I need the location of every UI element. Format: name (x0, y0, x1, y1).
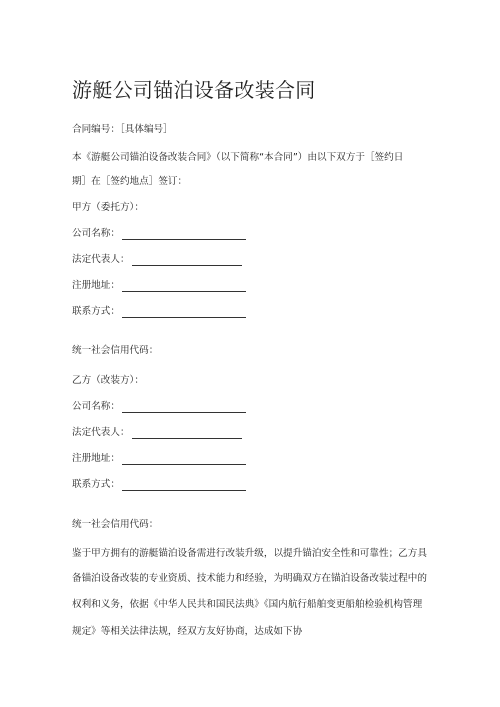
party-a-address-label: 注册地址： (72, 280, 120, 291)
party-a-rep-label: 法定代表人： (72, 254, 130, 265)
party-a-address-field (72, 279, 246, 292)
party-a-company-label: 公司名称： (72, 228, 120, 239)
party-b-contact-blank (122, 481, 246, 491)
party-b-rep-blank (132, 429, 242, 439)
party-a-contact-blank (122, 308, 246, 318)
party-a-company-blank (122, 230, 246, 240)
party-a-credit-code: 统一社会信用代码： (72, 345, 159, 356)
party-b-rep-field (72, 426, 242, 439)
party-b-contact-label: 联系方式： (72, 479, 120, 490)
intro-line-2: 期］在［签约地点］签订： (72, 176, 188, 187)
party-b-contact-field (72, 478, 246, 491)
contract-number: 合同编号：［具体编号］ (72, 124, 173, 135)
party-b-rep-label: 法定代表人： (72, 427, 130, 438)
body-line-3: 权利和义务，依据《中华人民共和国民法典》《国内航行船舶变更船舶检验机构管理 (72, 599, 423, 610)
party-a-company-field (72, 227, 246, 240)
party-a-rep-blank (132, 256, 242, 266)
party-a-contact-label: 联系方式： (72, 306, 120, 317)
party-b-company-blank (122, 403, 246, 413)
intro-line-1: 本《游艇公司锚泊设备改装合同》（以下简称“本合同”）由以下双方于［签约日 (72, 152, 404, 163)
party-b-company-label: 公司名称： (72, 401, 120, 412)
party-b-address-field (72, 452, 246, 465)
party-b-credit-code: 统一社会信用代码： (72, 519, 159, 530)
party-a-address-blank (122, 282, 246, 292)
body-line-4: 规定》等相关法律法规，经双方友好协商，达成如下协 (72, 626, 303, 637)
party-a-heading: 甲方（委托方）： (72, 202, 144, 213)
party-b-address-blank (122, 455, 246, 465)
party-a-rep-field (72, 253, 242, 266)
party-b-company-field (72, 400, 246, 413)
party-a-contact-field (72, 305, 246, 318)
party-b-address-label: 注册地址： (72, 453, 120, 464)
body-line-2: 备锚泊设备改装的专业资质、技术能力和经验，为明确双方在锚泊设备改装过程中的 (72, 573, 427, 584)
body-line-1: 鉴于甲方拥有的游艇锚泊设备需进行改装升级，以提升锚泊安全性和可靠性；乙方具 (72, 548, 427, 559)
party-b-heading: 乙方（改装方）： (72, 375, 144, 386)
document-title: 游艇公司锚泊设备改装合同 (72, 78, 316, 102)
